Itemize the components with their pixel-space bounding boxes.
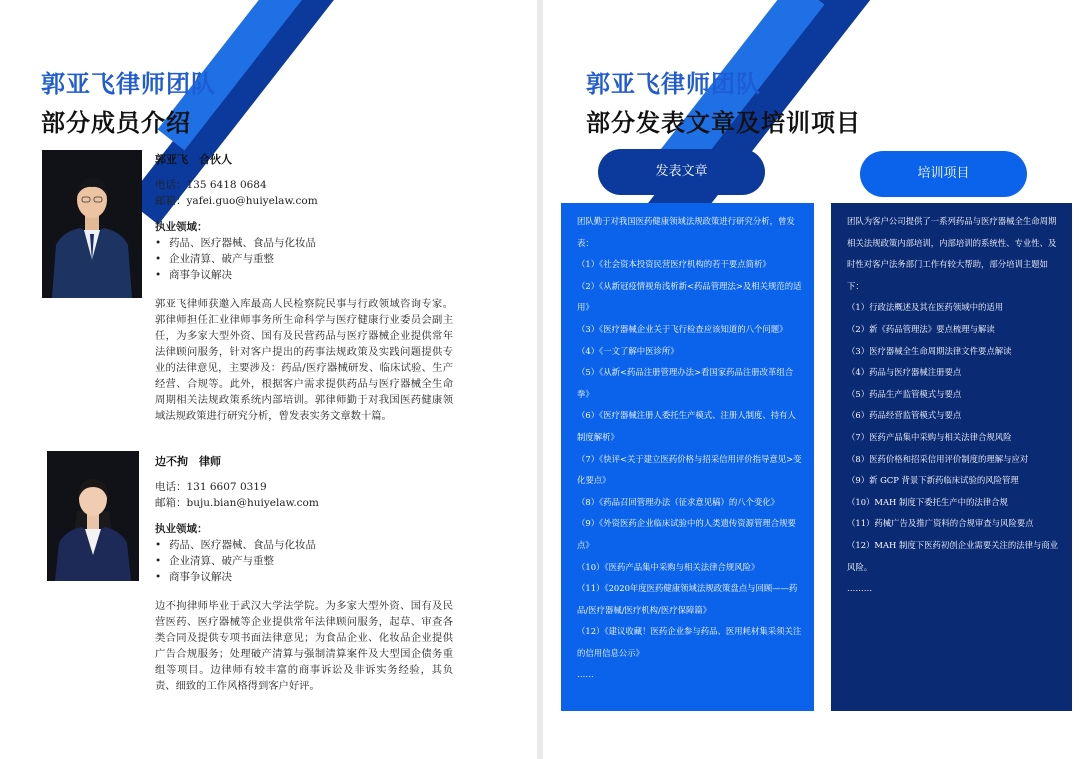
articles-tab-button[interactable]: 发表文章 <box>598 149 765 195</box>
training-line: （1）行政法概述及其在医药领域中的适用 <box>847 302 1004 313</box>
articles-line: （6）《医疗器械注册人委托生产模式、注册人制度、持有人制度解析》 <box>577 410 796 442</box>
left-page <box>0 0 537 759</box>
member-name: 边不拘 律师 <box>155 455 221 468</box>
articles-line: （10）《医药产品集中采购与相关法律合规风险》 <box>577 561 760 572</box>
training-line: （4）药品与医疗器械注册要点 <box>847 367 962 378</box>
training-line: （2）新《药品管理法》要点梳理与解读 <box>847 323 995 334</box>
member-card <box>155 151 455 283</box>
articles-line: 团队勤于对我国医药健康领域法规政策进行研究分析，曾发表： <box>577 216 795 248</box>
articles-line: …… <box>577 669 594 680</box>
articles-line: （9）《外资医药企业临床试验中的人类遗传资源管理合规要点》 <box>577 518 796 550</box>
practice-item: • 药品、医疗器械、食品与化妆品 <box>155 235 455 251</box>
practice-item: • 药品、医疗器械、食品与化妆品 <box>155 537 455 553</box>
member-photo <box>47 451 139 581</box>
practice-item: • 企业清算、破产与重整 <box>155 251 455 267</box>
practice-list <box>155 537 455 585</box>
articles-line: （12）《建议收藏！医药企业参与药品、医用耗材集采须关注的信用信息公示》 <box>577 626 802 658</box>
articles-line: （8）《药品召回管理办法（征求意见稿）的八个变化》 <box>577 496 780 507</box>
practice-list <box>155 235 455 283</box>
member-email: 邮箱：buju.bian@huiyelaw.com <box>155 497 319 509</box>
practice-heading: 执业领域： <box>155 221 208 233</box>
training-line: 团队为客户公司提供了一系列药品与医疗器械全生命周期相关法规政策内部培训，内部培训的系统性、专业性、及时性对客户法务部门工作有较大帮助，部分培训主题如下： <box>847 216 1057 291</box>
member-bio: 边不拘律师毕业于武汉大学法学院。为多家大型外资、国有及民营医药、医疗器械等企业提供常年法律顾问服务，起草、审查各类合同及提供专项书面法律意见；为食品企业、化妆品企业提供广告合规服务；处理破产清算与强制清算案件及大型国企债务重组等项目。边律师有较丰富的商事诉讼及非诉实务经验，其负责、细致的工作风格得到客户好评。 <box>155 600 453 692</box>
articles-panel <box>561 203 814 711</box>
articles-line: （5）《从新<药品注册管理办法>看国家药品注册改革组合拳》 <box>577 367 794 399</box>
training-line: （7）医药产品集中采购与相关法律合规风险 <box>847 431 1012 442</box>
member-phone: 电话：135 6418 0684 <box>155 179 267 191</box>
training-panel <box>831 203 1072 711</box>
member-phone: 电话：131 6607 0319 <box>155 481 267 493</box>
member-photo <box>42 150 142 298</box>
section-title: 部分发表文章及培训项目 <box>586 109 861 137</box>
practice-heading: 执业领域： <box>155 523 208 535</box>
team-title: 郭亚飞律师团队 <box>586 70 761 98</box>
articles-line: （3）《医疗器械企业关于飞行检查应该知道的八个问题》 <box>577 323 788 334</box>
training-line: （12）MAH 制度下医药初创企业需要关注的法律与商业风险。 <box>847 539 1059 572</box>
training-line: （10）MAH 制度下委托生产中的法律合规 <box>847 496 1008 507</box>
training-line: （11）药械广告及推广资料的合规审查与风险要点 <box>847 518 1034 529</box>
articles-line: （4）《一文了解中医诊所》 <box>577 345 679 356</box>
articles-line: （11）《2020年度医药健康领域法规政策盘点与回顾——药品/医疗器械/医疗机构/医疗保障篇》 <box>577 583 798 615</box>
practice-item: • 商事争议解决 <box>155 569 455 585</box>
member-card <box>155 453 455 585</box>
team-title: 郭亚飞律师团队 <box>41 70 216 98</box>
right-page <box>543 0 1080 759</box>
training-line: ……… <box>847 583 873 594</box>
training-line: （8）医药价格和招采信用评价制度的理解与应对 <box>847 453 1029 464</box>
training-line: （9）新 GCP 背景下新药临床试验的风险管理 <box>847 475 1019 486</box>
training-line: （5）药品生产监管模式与要点 <box>847 388 962 399</box>
articles-line: （2）《从新冠疫情视角浅析新<药品管理法>及相关规范的适用》 <box>577 280 802 313</box>
practice-item: • 企业清算、破产与重整 <box>155 553 455 569</box>
section-title: 部分成员介绍 <box>41 109 191 137</box>
practice-item: • 商事争议解决 <box>155 267 455 283</box>
articles-line: （7）《快评<关于建立医药价格与招采信用评价指导意见>变化要点》 <box>577 453 802 486</box>
training-tab-button[interactable]: 培训项目 <box>860 151 1027 197</box>
member-bio: 郭亚飞律师获邀入库最高人民检察院民事与行政领域咨询专家。郭律师担任汇业律师事务所生命科学与医疗健康行业委员会副主任，为多家大型外资、国有及民营药品与医疗器械企业提供常年法律顾问服务，针对客户提出的药事法规政策及实践问题提供专业的法律意见，主要涉及：药品/医疗器械研发、临床试验、生产经营、合规等。此外，根据客户需求提供药品与医疗器械全生命周期相关法规政策系统内部培训。郭律师勤于对我国医药健康领域法规政策进行研究分析，曾发表实务文章数十篇。 <box>155 298 453 422</box>
training-line: （6）药品经营监管模式与要点 <box>847 410 962 421</box>
member-name: 郭亚飞 合伙人 <box>155 153 232 166</box>
training-line: （3）医疗器械全生命周期法律文件要点解读 <box>847 345 1012 356</box>
member-email: 邮箱：yafei.guo@huiyelaw.com <box>155 195 318 207</box>
articles-line: （1）《社会资本投资民营医疗机构的若干要点简析》 <box>577 259 771 270</box>
